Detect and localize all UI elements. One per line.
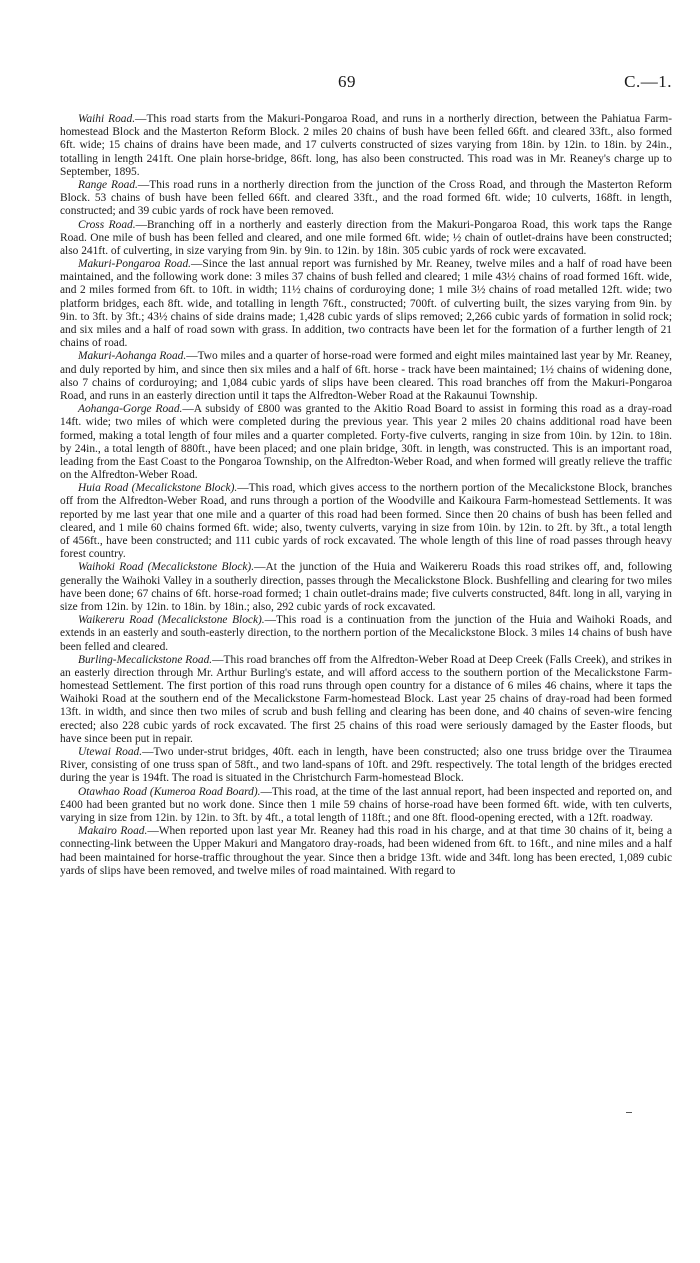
paragraph-title: Aohanga-Gorge Road. [78,403,183,416]
paragraph-title: Burling-Mecalickstone Road. [78,653,213,666]
paragraph-text: —This road branches off from the Alfredton-Weber Road at Deep Creek (Falls Creek), and strikes in an easterly direction through Mr. Arthur Burling's estate, and will afford access to the southern portion of the Mecalickstone Farm-homestead Settlement. The first portion of this road runs through open country for a distance of 6 miles 46 chains, where it taps the Waihoki Road at the southern end of the Mecalickstone Farm-homestead Block. Last year 25 chains of dray-road had been formed 13ft. in width, and since then two miles of scrub and bush felling and clearing has been done, and 40 chains of seven-wire fencing erected; also 228 cubic yards of rock excavated. The first 25 chains of this road were seriously damaged by the Easter floods, but have since been put in repair. [60,653,672,745]
document-page [60,72,673,877]
report-body [60,113,672,878]
paragraph-title: Otawhao Road (Kumeroa Road Board). [78,785,261,798]
paragraph-text: —This road is a continuation from the junction of the Huia and Waihoki Roads, and extends in an easterly and south-easterly direction, to the northern portion of the Mecalickstone Block. 3 miles 14 chains of bush have been felled and cleared. [60,614,672,653]
page-number: 69 [338,72,356,91]
paragraph-title: Waikereru Road (Mecalickstone Block). [78,614,265,627]
paragraph-text: —Two under-strut bridges, 40ft. each in length, have been constructed; also one truss bridge over the Tiraumea River, consisting of one truss span of 58ft., and two land-spans of 10ft. and 29ft. respectively. The total length of the bridges erected during the year is 194ft. The road is situated in the Christchurch Farm-homestead Block. [60,746,672,785]
paragraph-text: —A subsidy of £800 was granted to the Akitio Road Board to assist in forming this road as a dray-road 14ft. wide; two miles of which were completed during the previous year. This year 2 miles 20 chains additional road have been formed, making a total length of four miles and a quarter completed. Forty-five culverts, ranging in size from 10in. by 12in. to 18in. by 24in., a total length of 880ft., have been placed; and one plain bridge, 30ft. in length, was constructed. This is an important road, leading from the East Coast to the Pongaroa Township, on the Alfredton-Weber Road, and when formed will greatly relieve the traffic on the Alfredton-Weber Road. [60,403,672,482]
paragraph-range-road [60,179,672,219]
paragraph-text: —This road, at the time of the last annual report, had been inspected and reported on, and £400 had been granted but no work done. Since then 1 mile 59 chains of horse-road have been formed 6ft. wide, with ten culverts, varying in size from 12in. by 12in. to 3ft. by 4ft., a total length of 118ft.; and one 8ft. flood-opening erected, with a 12ft. roadway. [60,785,672,824]
paragraph-title: Waihoki Road (Mecalickstone Block). [78,561,255,574]
paragraph-cross-road [60,219,672,259]
paragraph-makairo-road [60,825,672,878]
paragraph-waikereru-road [60,614,672,654]
paragraph-title: Makuri-Aohanga Road. [78,350,187,363]
paragraph-text: —This road starts from the Makuri-Pongaroa Road, and runs in a northerly direction, between the Pahiatua Farm-homestead Block and the Masterton Reform Block. 2 miles 20 chains of bush have been felled 66ft. and cleared 33ft., also formed 6ft. wide; 15 chains of drains have been made, and 17 culverts constructed of sizes varying from 18in. by 12in. to 18in. by 24in., totalling in length 241ft. One plain horse-bridge, 86ft. long, has also been constructed. This road was in Mr. Reaney's charge up to September, 1895. [60,113,672,178]
page-header [60,72,672,102]
paragraph-huia-road [60,482,672,561]
paragraph-title: Range Road. [78,178,138,191]
paragraph-title: Utewai Road. [78,746,143,758]
paragraph-text: —When reported upon last year Mr. Reaney had this road in his charge, and at that time 30 chains of it, being a connecting-link between the Upper Makuri and Mangatoro dray-roads, had been widened from 6ft. to 16ft., and nine miles and a half had been maintained for horse-traffic throughout the year. Since then a bridge 13ft. wide and 34ft. long has been erected, 1,089 cubic yards of slips have been removed, and twelve miles of road maintained. With regard to [60,825,672,877]
paragraph-text: —Branching off in a northerly and easterly direction from the Makuri-Pongaroa Road, this work taps the Range Road. One mile of bush has been felled and cleared, and one mile formed 6ft. wide; ½ chain of outlet-drains have been constructed; also 241ft. of culverting, in size varying from 9in. by 9in. to 12in. by 18in. 305 cubic yards of rock were excavated. [60,218,672,257]
paragraph-makuri-aohanga-road [60,350,672,403]
paragraph-makuri-pongaroa-road [60,258,672,350]
paragraph-title: Waihi Road. [78,113,136,125]
paragraph-utewai-road [60,746,672,786]
paragraph-waihi-road [60,113,672,179]
paragraph-text: —Since the last annual report was furnished by Mr. Reaney, twelve miles and a half of road have been maintained, and the following work done: 3 miles 37 chains of bush felled and cleared; 1 mile 43½ chains of road formed 16ft. wide, and 2 miles formed from 6ft. to 10ft. in width; 11½ chains of corduroying done; 1 mile 3½ chains of road metalled 12ft. wide; two platform bridges, each 8ft. wide, and totalling in length 76ft., constructed; 700ft. of culverting built, the sizes varying from 9in. by 9in. to 3ft. by 3ft.; 43½ chains of side drains made; 1,428 cubic yards of slips removed; 2,266 cubic yards of formation in solid rock; and six miles and a half of road sown with grass. In addition, two contracts have been let for the formation of a further length of 21 chains of road. [60,258,672,350]
paragraph-waihoki-road [60,561,672,614]
paragraph-text: —This road runs in a northerly direction from the junction of the Cross Road, and through the Masterton Reform Block. 53 chains of bush have been felled 66ft. and cleared 33ft., and the road formed 6ft. wide; 10 culverts, 168ft. in length, constructed; and 39 cubic yards of rock have been removed. [60,178,672,218]
paragraph-title: Makuri-Pongaroa Road. [78,258,191,271]
paragraph-text: —At the junction of the Huia and Waikereru Roads this road strikes off, and, following generally the Waihoki Valley in a southerly direction, passes through the Mecalickstone Block. Bushfelling and clearing for two miles have been done; 67 chains of 6ft. horse-road formed; 1 chain outlet-drains made; five culverts constructed, 84ft. long in all, varying in size from 12in. by 12in. to 18in. by 18in.; also, 292 cubic yards of rock excavated. [60,561,672,613]
paragraph-aohanga-gorge-road [60,403,672,482]
paragraph-text: —Two miles and a quarter of horse-road were formed and eight miles maintained last year by Mr. Reaney, and duly reported by him, and since then six miles and a half of 6ft. horse - track have been maintained; 1½ chains of widening done, also 7 chains of corduroying; and 1,084 cubic yards of slips have been cleared. This road branches off from the Makuri-Pongaroa Road, and runs in an easterly direction until it taps the Alfredton-Weber Road at the Rakaunui Township. [60,350,672,402]
paragraph-title: Huia Road (Mecalickstone Block). [78,482,238,495]
scan-mark [626,1112,632,1113]
paragraph-title: Cross Road. [78,218,136,231]
paragraph-otawhao-road [60,786,672,826]
section-reference: C.—1. [624,72,672,91]
paragraph-text: —This road, which gives access to the northern portion of the Mecalickstone Block, branches off from the Alfredton-Weber Road, and runs through a portion of the Woodville and Kaikoura Farm-homestead Settlements. It was reported by me last year that one mile and a quarter of this road had been formed. Since then 20 chains of bush has been felled and cleared, and 1 mile 60 chains formed 6ft. wide; also, twenty culverts, varying in size from 10in. by 12in. to 2ft. by 3ft., a total length of 456ft., have been constructed; and 111 cubic yards of rock excavated. The whole length of this line of road passes through heavy forest country. [60,482,673,561]
paragraph-burling-mecalickstone-road [60,654,672,746]
paragraph-title: Makairo Road. [78,825,148,838]
